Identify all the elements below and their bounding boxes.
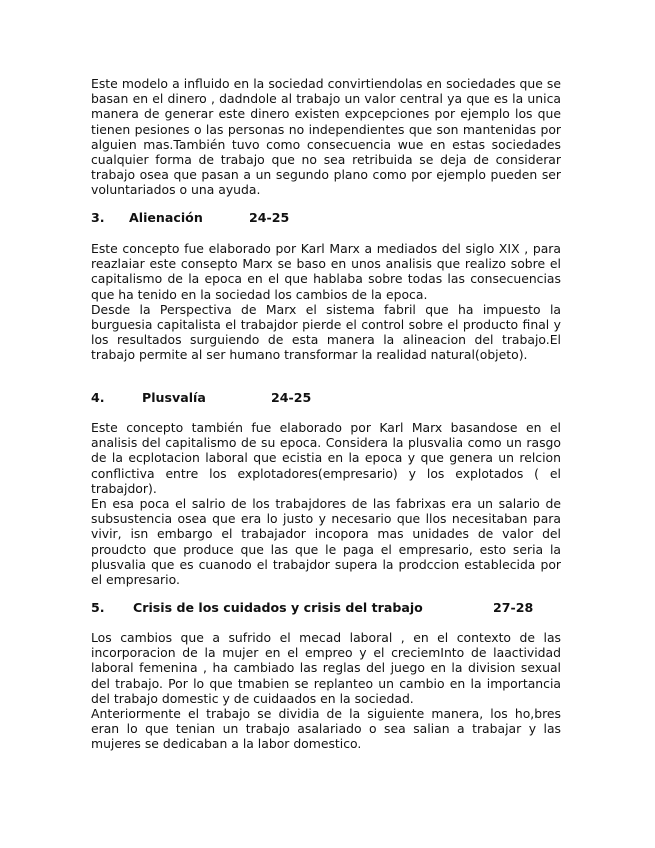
- section-pages: 24-25: [271, 390, 312, 405]
- section-body-plusvalia: [91, 420, 561, 587]
- intro-paragraph: Este modelo a influido en la sociedad convirtiendolas en sociedades que se basan en el dinero , dadndole al trabajo un valor central ya que es la unica manera de generar este dinero existen expcepciones por ejemplo los que tienen pesiones o las personas no independientes que son mantenidas por alguien mas.También tuvo como consecuencia wue en estas sociedades cualquier forma de trabajo que no sea retribuida se deja de considerar trabajo osea que pasan a un segundo plano como por ejemplo pueden ser voluntariados o una ayuda.: [91, 76, 561, 198]
- section-number: 5.: [91, 600, 105, 615]
- paragraph: Anteriormente el trabajo se dividia de la siguiente manera, los ho,bres eran lo que tenian un trabajo asalariado o sea salian a trabajar y las mujeres se dedicaban a la labor domestico.: [91, 706, 561, 752]
- section-pages: 24-25: [249, 210, 290, 225]
- section-body-alienacion: [91, 241, 561, 363]
- paragraph: Este concepto fue elaborado por Karl Marx a mediados del siglo XIX , para reazlaiar este consepto Marx se baso en unos analisis que realizo sobre el capitalismo de la epoca en el que hablaba sobre todas las consecuencias que ha tenido en la sociedad los cambios de la epoca.: [91, 241, 561, 302]
- section-title: Alienación: [129, 210, 203, 225]
- section-pages: 27-28: [493, 600, 534, 615]
- paragraph: En esa poca el salrio de los trabajdores de las fabrixas era un salario de subsustencia osea que era lo justo y necesario que llos necesitaban para vivir, isn embargo el trabajador incopora mas unidades de valor del proudcto que produce que las que le paga el empresario, esto seria la plusvalia que es cuanodo el trabajdor supera la prodccion establecida por el empresario.: [91, 496, 561, 588]
- section-title: Crisis de los cuidados y crisis del trabajo: [133, 600, 423, 615]
- section-title: Plusvalía: [142, 390, 206, 405]
- section-number: 4.: [91, 390, 105, 405]
- paragraph: Los cambios que a sufrido el mecad laboral , en el contexto de las incorporacion de la mujer en el empreo y el creciemInto de laactividad laboral femenina , ha cambiado las reglas del juego en la division sexual del trabajo. Por lo que tmabien se replanteo un cambio en la importancia del trabajo domestic y de cuidaados en la sociedad.: [91, 630, 561, 706]
- section-body-crisis: [91, 630, 561, 752]
- paragraph: Este concepto también fue elaborado por Karl Marx basandose en el analisis del capitalismo de su epoca. Considera la plusvalia como un rasgo de la ecplotacion laboral que ecistia en la epoca y que genera un relcion conflictiva entre los explotadores(empresario) y los explotados ( el trabajdor).: [91, 420, 561, 496]
- paragraph: Desde la Perspectiva de Marx el sistema fabril que ha impuesto la burguesia capitalista el trabajdor pierde el control sobre el producto final y los resultados surguiendo de esta manera la alineacion del trabajo.El trabajo permite al ser humano transformar la realidad natural(objeto).: [91, 301, 561, 363]
- section-number: 3.: [91, 210, 105, 225]
